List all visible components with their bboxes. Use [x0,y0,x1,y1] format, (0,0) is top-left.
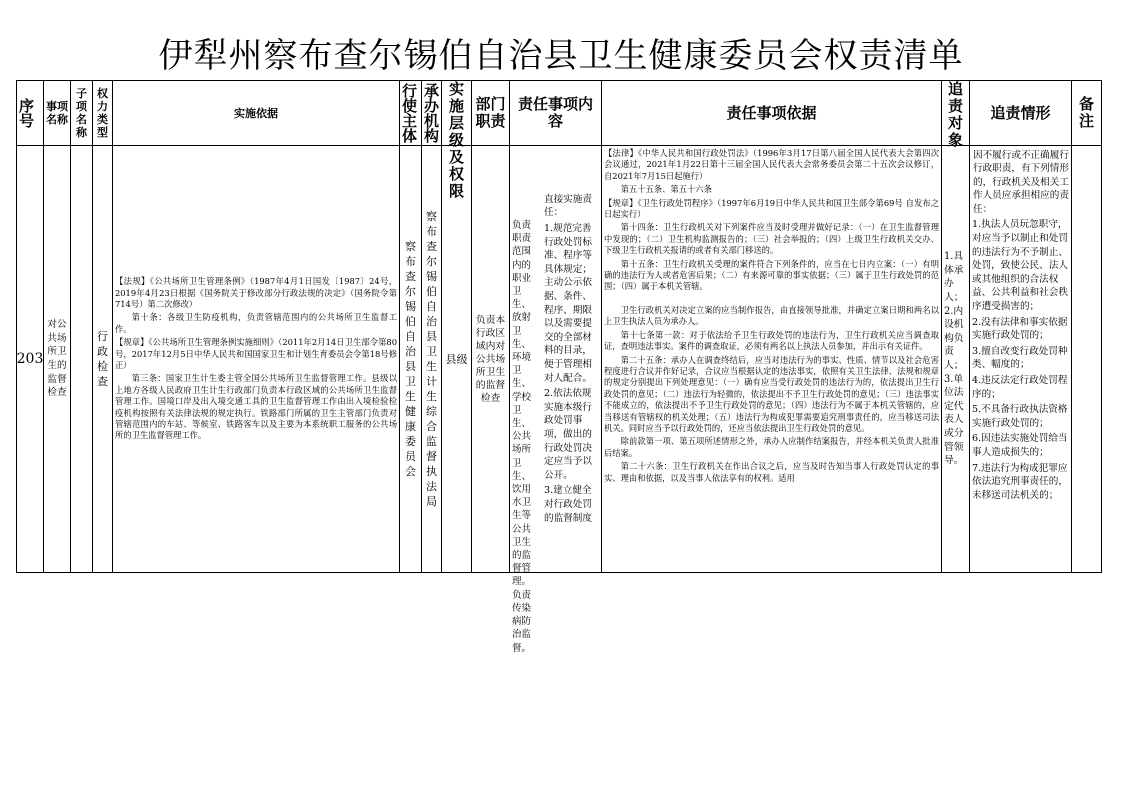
cell-resp-content [510,146,602,654]
basis-paragraph: 【法规】《公共场所卫生管理条例》（1987年4月1日国发〔1987〕24号，2019年4月23日根据《国务院关于修改部分行政法规的决定》（国务院令第714号）第二次修改） [115,276,397,309]
resp-content-line: 2.依法依规实施本级行政处罚事项，做出的行政处罚决定应当予以公开。 [544,388,592,481]
header-basis: 实施依据 [113,81,400,146]
basis-paragraph: 【规章】《公共场所卫生管理条例实施细则》（2011年2月14日卫生部令第80号，2017年12月5日中华人民共和国国家卫生和计划生育委员会令第18号修正） [115,337,397,370]
accountability-line: 3.擅自改变行政处罚种类、幅度的； [972,345,1068,371]
resp-content-dept: 负责职责范围内的职业卫生、放射卫生、环境卫生、学校卫生、公共场所卫生、饮用水卫生等公共卫生的监督管理。负责传染病防治监督。 [512,220,532,654]
resp-basis-paragraph: 第十五条：卫生行政机关受理的案件符合下列条件的，应当在七日内立案：（一）有明确的违法行为人或者危害后果；（二）有来源可靠的事实依据；（三）属于卫生行政处罚的范围；（四）属于本机关管辖。 [604,258,939,292]
accountability-line: 1.执法人员玩忽职守，对应当予以制止和处罚的违法行为不予制止、处罚，致使公民、法人或其他组织的合法权益、公共利益和社会秩序遭受损害的； [972,219,1068,313]
resp-basis-paragraph: 除前款第一项、第五项所述情形之外，承办人应制作结案报告，并经本机关负责人批准后结案。 [604,436,939,458]
cell-dept-duty: 负责本行政区域内对公共场所卫生的监督检查 [472,146,510,573]
resp-basis-paragraph: 【规章】《卫生行政处罚程序》（1997年6月19日中华人民共和国卫生部令第69号 自发布之日起实行） [604,197,939,220]
resp-basis-paragraph: 【法律】《中华人民共和国行政处罚法》（1996年3月17日第八届全国人民代表大会第四次会议通过，2021年1月22日第十三届全国人民代表大会常务委员会第二十五次会议修订，自2021年7月15日起施行） [604,148,939,181]
resp-content-line: 直接实施责任： [544,193,592,219]
accountability-line: 6.因违法实施处罚给当事人造成损失的； [972,433,1068,458]
responsibility-table [16,80,1102,654]
cell-remarks [1072,146,1102,573]
accountability-line: 2.没有法律和事实依据实施行政处罚的； [972,316,1068,342]
cell-item-name: 对公共场所卫生的监督检查 [44,146,71,573]
header-accountability: 追责情形 [970,81,1072,146]
header-handler: 承办机构 [422,81,442,146]
cell-accountable: 1.具体承办人；2.内设机构负责人；3.单位法定代表人或分管领导。 [942,146,970,573]
cell-resp-basis [602,146,942,573]
header-subject: 行使主体 [400,81,422,146]
header-remarks: 备注 [1072,81,1102,146]
resp-basis-paragraph: 第十四条：卫生行政机关对下列案件应当及时受理并做好记录：（一）在卫生监督管理中发现的；（二）卫生机构监测报告的；（三）社会举报的；（四）上级卫生行政机关交办、下级卫生行政机关报请的或者有关部门移送的。 [604,222,939,256]
page-title: 伊犁州察布查尔锡伯自治县卫生健康委员会权责清单 [158,36,964,76]
resp-basis-paragraph: 第二十五条：承办人在调查终结后，应当对违法行为的事实、性质、情节以及社会危害程度进行合议并作好记录，合议应当根据认定的违法事实，依照有关卫生法律、法规和规章的规定分别提出下列处理意见：（一）确有应当受行政处罚的违法行为的，依法提出卫生行政处罚的意见；（二）违法行为轻微的，依法提出不予卫生行政处罚的意见；（三）违法事实不能成立的，依法提出不予卫生行政处罚的意见；（四）违法行为不属于本机关管辖的，应当移送有管辖权的机关处理；（五）违法行为构成犯罪需要追究刑事责任的，应当移送司法机关。同时应当予以行政处罚的，还应当依法提出卫生行政处罚的意见。 [604,354,939,433]
cell-seq: 203 [17,146,44,573]
resp-basis-paragraph: 第五十五条、第五十六条 [620,184,712,195]
header-seq: 序号 [17,81,44,146]
accountability-line: 4.违反法定行政处罚程序的； [972,375,1068,400]
cell-subject: 察布查尔锡伯自治县卫生健康委员会 [400,146,422,573]
accountability-line: 5.不具备行政执法资格实施行政处罚的； [972,404,1068,429]
cell-handler: 察布查尔锡伯自治县卫生计生综合监督执法局 [422,146,442,573]
header-dept-duty: 部门职责 [472,81,510,146]
header-row [17,81,1102,146]
header-accountable: 追责对象 [942,81,970,146]
cell-basis [113,146,400,573]
basis-paragraph: 第十条：各级卫生防疫机构，负责管辖范围内的公共场所卫生监督工作。 [115,312,397,334]
resp-content-line: 3.建立健全对行政处罚的监督制度 [544,485,592,524]
header-level: 实施层级及权限 [442,81,472,146]
cell-level: 县级 [442,146,472,573]
table-row [17,146,1102,573]
cell-sub-item-name [71,146,93,573]
resp-basis-paragraph: 第十七条第一款：对于依法给予卫生行政处罚的违法行为，卫生行政机关应当调查取证，查明违法事实。案件的调查取证，必须有两名以上执法人员参加，并出示有关证件。 [604,329,939,352]
resp-basis-paragraph: 第二十六条：卫生行政机关在作出合议之后，应当及时告知当事人行政处罚认定的事实、理由和依据，以及当事人依法享有的权利。适用 [604,461,939,483]
resp-content-line: 1.规范完善行政处罚标准、程序等具体规定；主动公示依据、条件、程序、期限以及需要提交的全部材料的目录，便于管理相对人配合。 [544,223,592,384]
header-item-name: 事项名称 [44,81,71,146]
basis-paragraph: 第三条：国家卫生计生委主管全国公共场所卫生监督管理工作。县级以上地方各级人民政府卫生计生行政部门负责本行政区域的公共场所卫生监督管理工作。国境口岸及出入境交通工具的卫生监督管理工作由出入境检验检疫机构按照有关法律法规的规定执行。铁路部门所属的卫生主管部门负责对管辖范围内的车站、等候室、铁路客车以及主要为本系统职工服务的公共场所的卫生监督管理工作。 [115,373,397,441]
header-sub-item-name: 子项名称 [71,81,93,146]
cell-accountability [970,146,1072,573]
accountability-line: 7.违法行为构成犯罪应依法追究刑事责任的，未移送司法机关的； [972,462,1068,501]
header-resp-basis: 责任事项依据 [602,81,942,146]
cell-power-type: 行政检查 [93,146,113,573]
accountability-line: 因不履行或不正确履行行政职责，有下列情形的，行政机关及相关工作人员应承担相应的责任： [973,149,1069,215]
header-power-type: 权力类型 [93,81,113,146]
resp-basis-paragraph: 卫生行政机关对决定立案的应当制作报告，由直接领导批准，并确定立案日期和两名以上卫生执法人员为承办人。 [604,304,939,327]
header-resp-content: 责任事项内容 [510,81,602,146]
